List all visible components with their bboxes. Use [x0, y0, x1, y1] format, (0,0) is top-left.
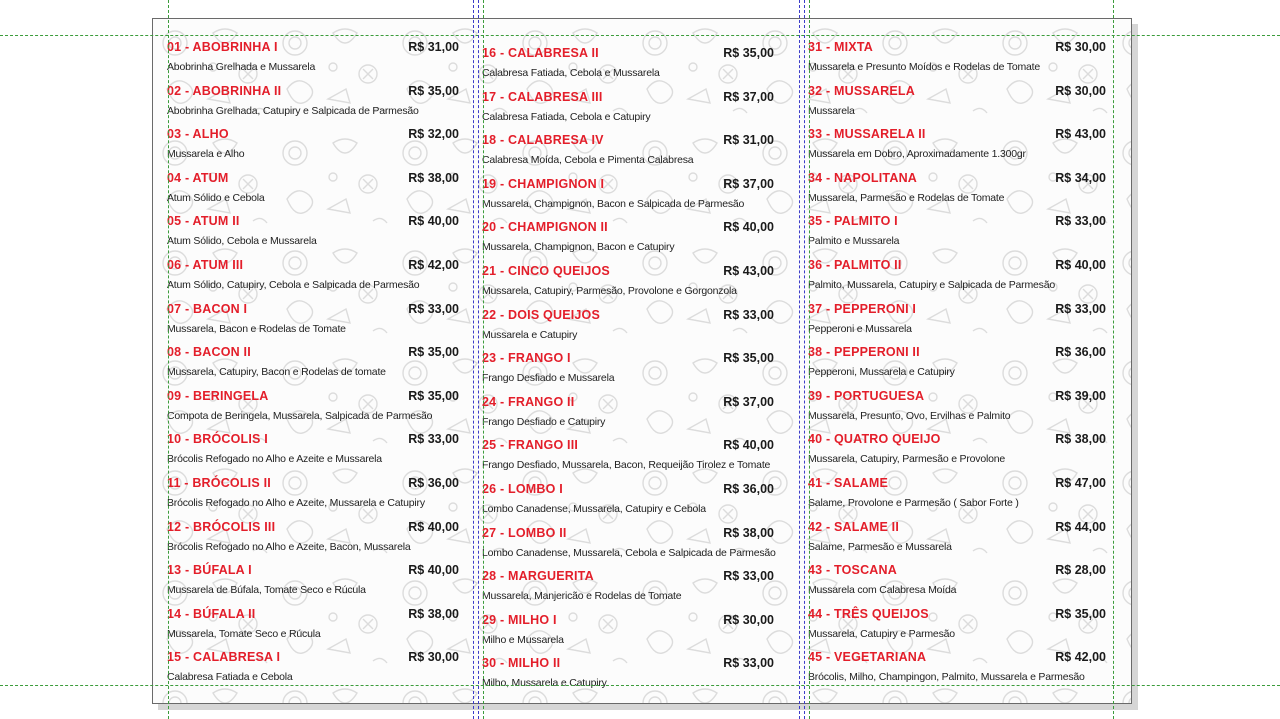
item-price: R$ 38,00	[408, 606, 459, 621]
item-description: Milho, Mussarela e Catupiry	[482, 677, 607, 690]
guide-line-fold-2c	[809, 0, 810, 719]
guide-line-fold-2a	[799, 0, 800, 719]
item-description: Mussarela, Tomate Seco e Rúcula	[167, 627, 321, 640]
item-price: R$ 37,00	[723, 89, 774, 104]
item-name: 36 - PALMITO II	[808, 257, 902, 272]
menu-item	[482, 351, 782, 395]
item-price: R$ 38,00	[408, 170, 459, 185]
item-price: R$ 33,00	[408, 301, 459, 316]
menu-item	[167, 520, 467, 564]
item-name: 25 - FRANGO III	[482, 438, 579, 453]
menu-column-2	[482, 46, 782, 700]
item-name: 43 - TOSCANA	[808, 563, 897, 578]
item-price: R$ 33,00	[723, 569, 774, 584]
item-name: 02 - ABOBRINHA II	[167, 83, 282, 98]
item-description: Abobrinha Grelhada e Mussarela	[167, 61, 316, 73]
menu-item	[808, 258, 1114, 302]
menu-item	[167, 650, 467, 694]
menu-item	[167, 389, 467, 433]
menu-item	[808, 84, 1114, 128]
item-description: Atum Sólido, Cebola e Mussarela	[167, 235, 317, 248]
item-price: R$ 40,00	[1055, 257, 1106, 272]
item-price: R$ 42,00	[408, 257, 459, 272]
menu-item	[808, 214, 1114, 258]
menu-item	[808, 302, 1114, 346]
menu-item	[167, 171, 467, 215]
item-description: Mussarela e Alho	[167, 148, 245, 161]
item-description: Brócolis, Milho, Champingon, Palmito, Mussarela e Parmesão	[808, 671, 1085, 684]
guide-line-bottom	[0, 685, 1280, 686]
menu-column-3	[808, 40, 1114, 694]
menu-sheet	[152, 18, 1132, 704]
item-price: R$ 30,00	[1055, 83, 1106, 98]
item-price: R$ 43,00	[1055, 127, 1106, 142]
item-price: R$ 43,00	[723, 263, 774, 278]
item-name: 19 - CHAMPIGNON I	[482, 176, 605, 191]
menu-item	[808, 432, 1114, 476]
item-description: Calabresa Moída, Cebola e Pimenta Calabresa	[482, 154, 694, 167]
item-description: Mussarela, Champignon, Bacon e Salpicada de Parmesão	[482, 197, 745, 210]
item-price: R$ 36,00	[408, 475, 459, 490]
item-name: 26 - LOMBO I	[482, 481, 563, 496]
item-description: Compota de Beringela, Mussarela, Salpicada de Parmesão	[167, 409, 433, 422]
item-price: R$ 33,00	[723, 656, 774, 671]
item-name: 21 - CINCO QUEIJOS	[482, 263, 610, 278]
item-description: Mussarela de Búfala, Tomate Seco e Rúcula	[167, 584, 366, 597]
item-name: 39 - PORTUGUESA	[808, 388, 925, 403]
menu-item	[482, 438, 782, 482]
guide-line-fold-1a	[473, 0, 474, 719]
item-price: R$ 32,00	[408, 127, 459, 142]
menu-item	[482, 220, 782, 264]
menu-item	[808, 345, 1114, 389]
item-description: Atum Sólido e Cebola	[167, 191, 265, 204]
menu-item	[167, 214, 467, 258]
guide-line-top	[0, 35, 1280, 36]
guide-line-fold-2b	[804, 0, 805, 719]
menu-item	[808, 650, 1114, 694]
item-price: R$ 28,00	[1055, 563, 1106, 578]
item-price: R$ 38,00	[1055, 432, 1106, 447]
item-price: R$ 40,00	[408, 214, 459, 229]
item-name: 20 - CHAMPIGNON II	[482, 220, 608, 235]
menu-item	[167, 258, 467, 302]
item-name: 45 - VEGETARIANA	[808, 650, 927, 665]
item-name: 07 - BACON I	[167, 301, 248, 316]
menu-item	[167, 84, 467, 128]
item-description: Calabresa Fatiada, Cebola e Mussarela	[482, 67, 660, 79]
item-price: R$ 30,00	[723, 612, 774, 627]
menu-item	[482, 308, 782, 352]
item-price: R$ 35,00	[408, 388, 459, 403]
item-description: Mussarela com Calabresa Moída	[808, 584, 957, 597]
item-name: 28 - MARGUERITA	[482, 569, 594, 584]
menu-item	[808, 607, 1114, 651]
item-name: 15 - CALABRESA I	[167, 650, 281, 665]
item-name: 14 - BÚFALA II	[167, 606, 256, 621]
item-description: Lombo Canadense, Mussarela, Cebola e Salpicada de Parmesão	[482, 546, 776, 559]
item-name: 27 - LOMBO II	[482, 525, 567, 540]
item-price: R$ 40,00	[408, 519, 459, 534]
menu-item	[167, 563, 467, 607]
item-description: Atum Sólido, Catupiry, Cebola e Salpicada de Parmesão	[167, 278, 420, 291]
item-name: 09 - BERINGELA	[167, 388, 269, 403]
item-description: Abobrinha Grelhada, Catupiry e Salpicada de Parmesão	[167, 104, 419, 117]
item-description: Frango Desfiado e Catupiry	[482, 415, 606, 428]
menu-column-1	[167, 40, 467, 694]
item-name: 34 - NAPOLITANA	[808, 170, 918, 185]
item-name: 44 - TRÊS QUEIJOS	[808, 606, 929, 621]
item-description: Mussarela, Catupiry, Parmesão, Provolone e Gorgonzola	[482, 284, 737, 297]
item-description: Mussarela e Catupiry	[482, 328, 578, 341]
menu-item	[808, 127, 1114, 171]
item-price: R$ 44,00	[1055, 519, 1106, 534]
menu-item	[808, 40, 1114, 84]
item-name: 16 - CALABRESA II	[482, 46, 599, 60]
item-description: Lombo Canadense, Mussarela, Catupiry e Cebola	[482, 502, 706, 515]
item-price: R$ 38,00	[723, 525, 774, 540]
item-price: R$ 33,00	[1055, 214, 1106, 229]
item-name: 08 - BACON II	[167, 345, 251, 360]
item-name: 22 - DOIS QUEIJOS	[482, 307, 601, 322]
item-description: Mussarela, Presunto, Ovo, Ervilhas e Palmito	[808, 409, 1011, 422]
item-name: 29 - MILHO I	[482, 612, 557, 627]
menu-item	[482, 177, 782, 221]
item-price: R$ 34,00	[1055, 170, 1106, 185]
item-price: R$ 37,00	[723, 394, 774, 409]
item-price: R$ 36,00	[1055, 345, 1106, 360]
item-name: 35 - PALMITO I	[808, 214, 898, 229]
menu-item	[482, 133, 782, 177]
item-description: Mussarela, Manjericão e Rodelas de Tomate	[482, 590, 682, 603]
item-description: Brócolis Refogado no Alho e Azeite, Bacon, Mussarela	[167, 540, 411, 553]
item-name: 01 - ABOBRINHA I	[167, 40, 278, 54]
item-description: Palmito, Mussarela, Catupiry e Salpicada de Parmesão	[808, 278, 1055, 291]
item-price: R$ 30,00	[1055, 40, 1106, 54]
item-name: 11 - BRÓCOLIS II	[167, 475, 271, 490]
guide-line-right	[1113, 0, 1114, 719]
item-price: R$ 35,00	[723, 351, 774, 366]
item-price: R$ 36,00	[723, 481, 774, 496]
item-price: R$ 33,00	[408, 432, 459, 447]
item-name: 18 - CALABRESA IV	[482, 133, 604, 148]
menu-item	[167, 345, 467, 389]
item-name: 30 - MILHO II	[482, 656, 561, 671]
menu-item	[482, 46, 782, 90]
item-name: 12 - BRÓCOLIS III	[167, 519, 276, 534]
menu-item	[808, 389, 1114, 433]
item-name: 42 - SALAME II	[808, 519, 900, 534]
item-price: R$ 37,00	[723, 176, 774, 191]
item-name: 13 - BÚFALA I	[167, 563, 252, 578]
item-price: R$ 35,00	[408, 83, 459, 98]
item-description: Mussarela em Dobro, Aproximadamente 1.300gr	[808, 148, 1026, 161]
menu-item	[482, 526, 782, 570]
item-name: 38 - PEPPERONI II	[808, 345, 920, 360]
item-description: Milho e Mussarela	[482, 633, 564, 646]
item-name: 31 - MIXTA	[808, 40, 873, 54]
item-name: 32 - MUSSARELA	[808, 83, 915, 98]
menu-item	[808, 520, 1114, 564]
item-price: R$ 35,00	[1055, 606, 1106, 621]
menu-item	[482, 569, 782, 613]
item-description: Mussarela e Presunto Moídos e Rodelas de Tomate	[808, 61, 1041, 73]
item-name: 41 - SALAME	[808, 475, 888, 490]
item-name: 05 - ATUM II	[167, 214, 240, 229]
item-description: Brócolis Refogado no Alho e Azeite, Mussarela e Catupiry	[167, 496, 425, 509]
guide-line-fold-1c	[483, 0, 484, 719]
item-description: Calabresa Fatiada e Cebola	[167, 671, 293, 684]
item-description: Mussarela, Parmesão e Rodelas de Tomate	[808, 191, 1005, 204]
item-description: Mussarela, Champignon, Bacon e Catupiry	[482, 241, 675, 254]
item-price: R$ 40,00	[408, 563, 459, 578]
menu-item	[167, 607, 467, 651]
item-name: 24 - FRANGO II	[482, 394, 575, 409]
item-name: 06 - ATUM III	[167, 257, 244, 272]
menu-item	[808, 563, 1114, 607]
item-name: 37 - PEPPERONI I	[808, 301, 917, 316]
item-price: R$ 31,00	[723, 133, 774, 148]
menu-item	[808, 171, 1114, 215]
item-name: 10 - BRÓCOLIS I	[167, 432, 268, 447]
item-name: 23 - FRANGO I	[482, 351, 571, 366]
item-name: 04 - ATUM	[167, 170, 229, 185]
menu-item	[482, 264, 782, 308]
item-description: Mussarela, Catupiry, Parmesão e Provolone	[808, 453, 1006, 466]
menu-item	[808, 476, 1114, 520]
item-name: 40 - QUATRO QUEIJO	[808, 432, 941, 447]
item-price: R$ 40,00	[723, 220, 774, 235]
menu-item	[482, 613, 782, 657]
item-name: 03 - ALHO	[167, 127, 229, 142]
menu-item	[167, 127, 467, 171]
item-price: R$ 33,00	[1055, 301, 1106, 316]
guide-line-fold-1b	[478, 0, 479, 719]
item-description: Pepperoni e Mussarela	[808, 322, 912, 335]
menu-item	[167, 432, 467, 476]
item-description: Mussarela	[808, 104, 855, 117]
item-description: Frango Desfiado, Mussarela, Bacon, Requeijão Tirolez e Tomate	[482, 459, 771, 472]
item-description: Calabresa Fatiada, Cebola e Catupiry	[482, 110, 651, 123]
menu-item	[167, 40, 467, 84]
item-price: R$ 40,00	[723, 438, 774, 453]
menu-item	[482, 482, 782, 526]
item-description: Frango Desfiado e Mussarela	[482, 372, 615, 385]
item-description: Mussarela, Bacon e Rodelas de Tomate	[167, 322, 346, 335]
item-price: R$ 35,00	[408, 345, 459, 360]
item-description: Pepperoni, Mussarela e Catupiry	[808, 366, 955, 379]
item-name: 17 - CALABRESA III	[482, 89, 603, 104]
item-description: Salame, Provolone e Parmesão ( Sabor Forte )	[808, 496, 1019, 509]
item-price: R$ 31,00	[408, 40, 459, 54]
item-price: R$ 42,00	[1055, 650, 1106, 665]
item-price: R$ 47,00	[1055, 475, 1106, 490]
guide-line-left	[168, 0, 169, 719]
item-price: R$ 33,00	[723, 307, 774, 322]
item-description: Salame, Parmesão e Mussarela	[808, 540, 952, 553]
item-price: R$ 30,00	[408, 650, 459, 665]
item-description: Brócolis Refogado no Alho e Azeite e Mussarela	[167, 453, 382, 466]
item-price: R$ 39,00	[1055, 388, 1106, 403]
item-name: 33 - MUSSARELA II	[808, 127, 926, 142]
menu-item	[167, 302, 467, 346]
item-description: Mussarela, Catupiry, Bacon e Rodelas de tomate	[167, 366, 386, 379]
menu-item	[482, 395, 782, 439]
item-price: R$ 35,00	[723, 46, 774, 60]
menu-item	[482, 90, 782, 134]
menu-item	[167, 476, 467, 520]
item-description: Mussarela, Catupiry e Parmesão	[808, 627, 955, 640]
menu-item	[482, 656, 782, 700]
item-description: Palmito e Mussarela	[808, 235, 900, 248]
